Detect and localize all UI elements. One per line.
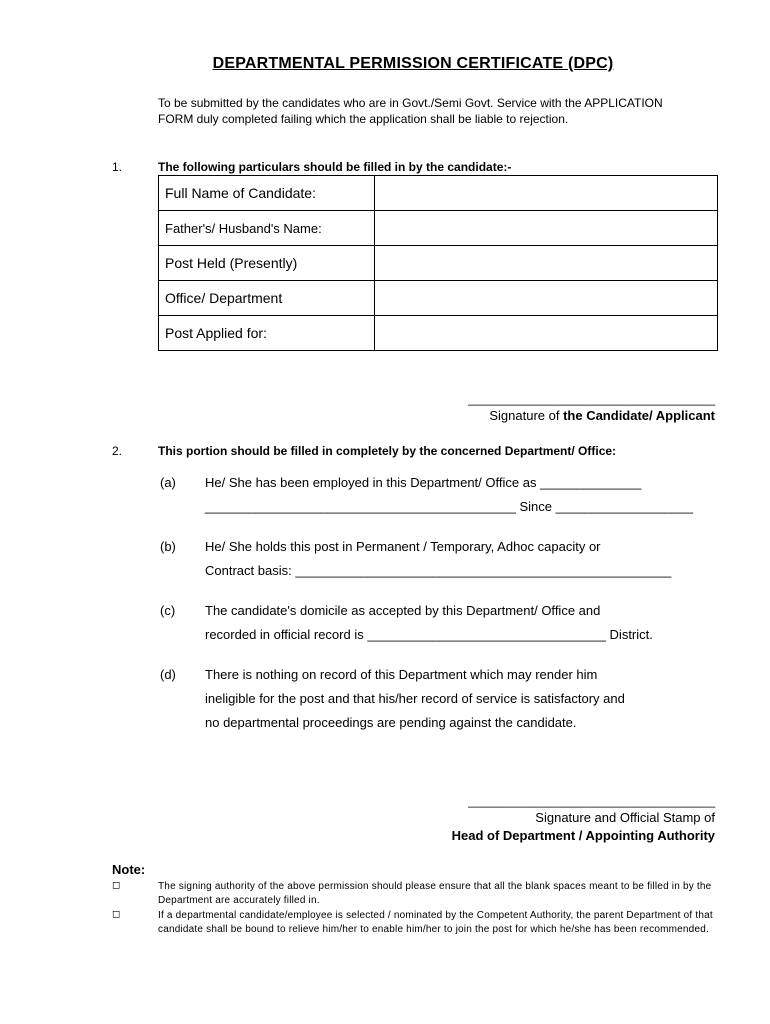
item-c-label: (c) <box>160 603 176 618</box>
note-item: The signing authority of the above permission should please ensure that all the blank spaces meant to be filled in by the Department are accurately filled in. <box>158 881 712 906</box>
full-name-field[interactable] <box>375 176 718 211</box>
father-husband-name-field[interactable] <box>375 211 718 246</box>
item-line: He/ She has been employed in this Department/ Office as ______________ <box>205 475 642 490</box>
item-line: ___________________________________________ Since ___________________ <box>205 499 694 514</box>
table-row <box>159 281 718 316</box>
table-row <box>159 176 718 211</box>
item-d-label: (d) <box>160 667 176 682</box>
row-label: Post Applied for: <box>159 316 375 351</box>
row-label: Office/ Department <box>159 281 375 316</box>
candidate-signature-line[interactable]: _____________________________________ <box>468 392 715 406</box>
item-a-label: (a) <box>160 475 176 490</box>
signature-prefix: Signature of <box>489 408 564 423</box>
item-line: Contract basis: ____________________________________________________ <box>205 563 672 578</box>
section-2-number: 2. <box>112 444 123 458</box>
authority-signature-caption: Signature and Official Stamp of <box>535 810 715 825</box>
checkbox-icon: ◻ <box>112 909 121 920</box>
item-line: There is nothing on record of this Department which may render him <box>205 667 598 682</box>
intro-text: To be submitted by the candidates who are in Govt./Semi Govt. Service with the APPLICATION FORM duly completed failing which the application shall be liable to rejection. <box>158 96 663 126</box>
candidate-signature-caption <box>375 408 715 423</box>
page-title: DEPARTMENTAL PERMISSION CERTIFICATE (DPC) <box>212 55 614 72</box>
table-row <box>159 211 718 246</box>
item-line: The candidate's domicile as accepted by this Department/ Office and <box>205 603 601 618</box>
authority-signature-title: Head of Department / Appointing Authority <box>451 828 715 843</box>
section-1-number: 1. <box>112 160 123 174</box>
table-row <box>159 246 718 281</box>
office-department-field[interactable] <box>375 281 718 316</box>
section-2-heading: This portion should be filled in completely by the concerned Department/ Office: <box>158 444 617 458</box>
section-1-heading: The following particulars should be filled in by the candidate:- <box>158 160 512 174</box>
item-line: ineligible for the post and that his/her record of service is satisfactory and <box>205 691 625 706</box>
row-label: Post Held (Presently) <box>159 246 375 281</box>
post-applied-field[interactable] <box>375 316 718 351</box>
row-label: Father's/ Husband's Name: <box>159 211 375 246</box>
post-held-field[interactable] <box>375 246 718 281</box>
item-line: recorded in official record is _________________________________ District. <box>205 627 653 642</box>
item-b-label: (b) <box>160 539 176 554</box>
item-d-text <box>205 663 715 735</box>
note-item: If a departmental candidate/employee is selected / nominated by the Competent Authority, the parent Department of that candidate shall be bound to relieve him/her to enable him/her to join the post for which he/she has been recommended. <box>158 910 713 935</box>
signature-bold: the Candidate/ Applicant <box>563 408 715 423</box>
item-a-text <box>205 471 715 519</box>
particulars-table <box>158 175 718 351</box>
item-line: no departmental proceedings are pending against the candidate. <box>205 715 577 730</box>
table-row <box>159 316 718 351</box>
item-c-text <box>205 599 715 647</box>
item-b-text <box>205 535 715 583</box>
note-heading: Note: <box>112 862 146 877</box>
authority-signature-line[interactable]: _____________________________________ <box>468 794 715 808</box>
checkbox-icon: ◻ <box>112 880 121 891</box>
item-line: He/ She holds this post in Permanent / Temporary, Adhoc capacity or <box>205 539 601 554</box>
row-label: Full Name of Candidate: <box>159 176 375 211</box>
